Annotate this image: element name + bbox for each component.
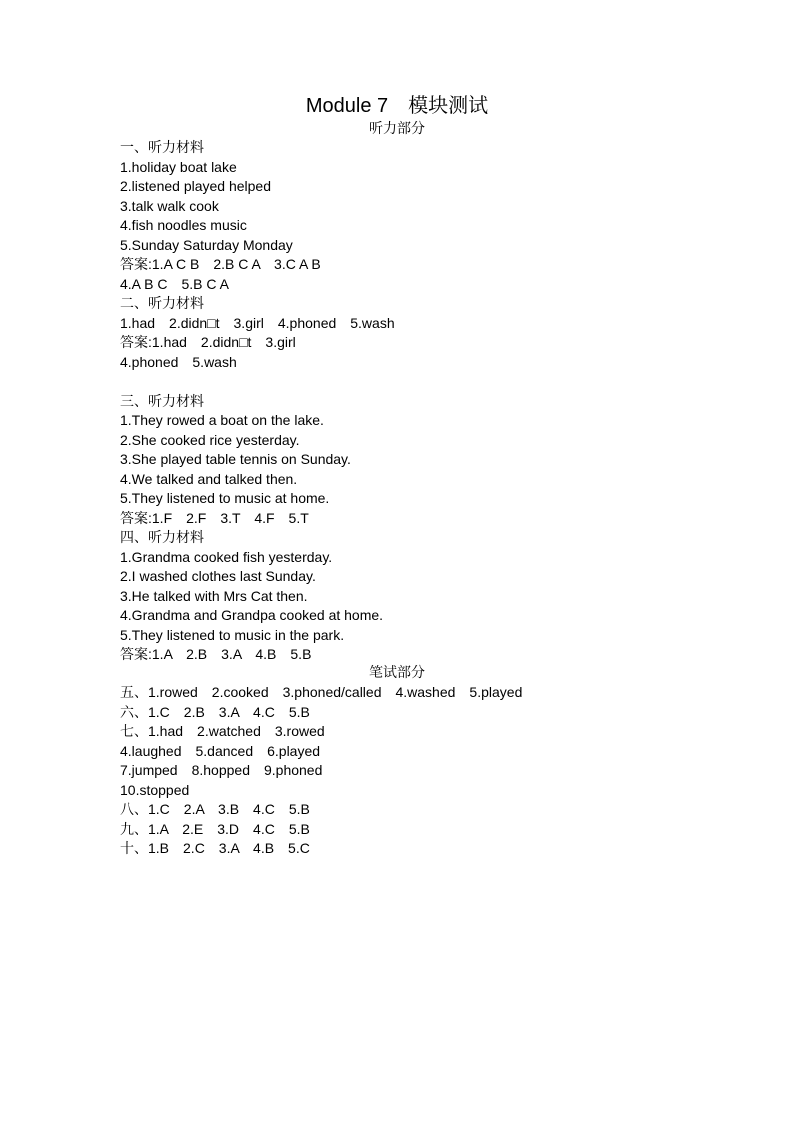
listening-section-heading: 听力部分 — [369, 120, 425, 136]
answer-line: 5.They listened to music in the park. — [120, 626, 345, 643]
answer-line: 一、听力材料 — [120, 139, 204, 155]
writing-section-heading: 笔试部分 — [369, 664, 425, 680]
answer-line: 三、听力材料 — [120, 392, 204, 409]
answer-line: 1.had 2.didn□t 3.girl 4.phoned 5.wash — [120, 314, 395, 331]
answer-line: 4.We talked and talked then. — [120, 470, 298, 487]
answer-line: 5.They listened to music at home. — [120, 490, 330, 506]
answer-line: 五、1.rowed 2.cooked 3.phoned/called 4.washed 5.played — [120, 684, 523, 700]
answer-line: 4.phoned 5.wash — [120, 353, 237, 370]
answer-line: 七、1.had 2.watched 3.rowed — [120, 723, 325, 739]
answer-line: 2.I washed clothes last Sunday. — [120, 568, 316, 584]
answer-line: 八、1.C 2.A 3.B 4.C 5.B — [120, 801, 310, 817]
answer-line: 4.laughed 5.danced 6.played — [120, 742, 321, 759]
answer-line: 六、1.C 2.B 3.A 4.C 5.B — [120, 703, 310, 720]
answer-line: 2.listened played helped — [120, 178, 272, 194]
answer-line: 3.talk walk cook — [120, 197, 219, 214]
answer-line: 4.A B C 5.B C A — [120, 275, 229, 292]
answer-line: 答案:1.had 2.didn□t 3.girl — [120, 334, 296, 350]
answer-line: 答案:1.F 2.F 3.T 4.F 5.T — [120, 509, 309, 526]
answer-line: 4.fish noodles music — [120, 217, 247, 233]
answer-line: 二、听力材料 — [120, 295, 204, 311]
answer-line: 5.Sunday Saturday Monday — [120, 236, 293, 253]
blank-line — [120, 372, 740, 392]
page-title: Module 7 模块测试 — [305, 95, 489, 117]
answer-line: 十、1.B 2.C 3.A 4.B 5.C — [120, 840, 310, 856]
answer-line: 九、1.A 2.E 3.D 4.C 5.B — [120, 820, 310, 837]
answer-line: 答案:1.A C B 2.B C A 3.C A B — [120, 256, 321, 272]
answer-line: 2.She cooked rice yesterday. — [120, 431, 300, 448]
listening-answer-list — [120, 138, 740, 665]
answer-line: 10.stopped — [120, 781, 190, 798]
answer-line: 4.Grandma and Grandpa cooked at home. — [120, 607, 384, 623]
writing-answer-list — [120, 683, 740, 859]
answer-line: 3.She played table tennis on Sunday. — [120, 451, 351, 467]
answer-line: 7.jumped 8.hopped 9.phoned — [120, 762, 323, 778]
answer-line: 1.holiday boat lake — [120, 158, 237, 175]
answer-line: 1.They rowed a boat on the lake. — [120, 412, 324, 428]
answer-line: 四、听力材料 — [120, 529, 204, 545]
answer-line: 1.Grandma cooked fish yesterday. — [120, 548, 333, 565]
answer-line: 3.He talked with Mrs Cat then. — [120, 587, 308, 604]
answer-line: 答案:1.A 2.B 3.A 4.B 5.B — [120, 646, 312, 662]
